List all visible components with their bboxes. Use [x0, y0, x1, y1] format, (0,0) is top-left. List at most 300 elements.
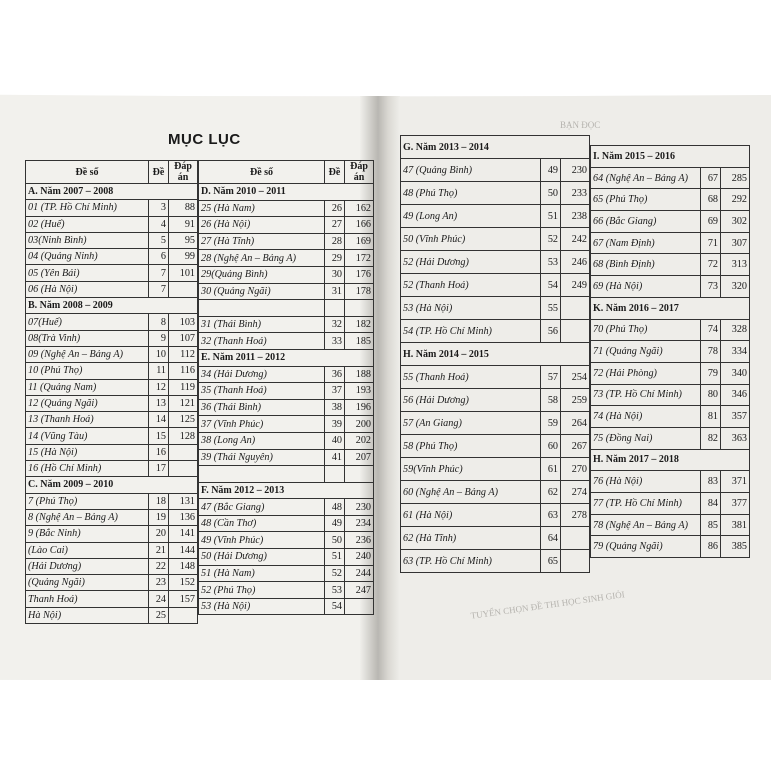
section-heading: A. Năm 2007 – 2008 [26, 184, 198, 200]
table-row [26, 412, 198, 428]
entry-answer-page [561, 297, 590, 320]
entry-answer-page: 193 [345, 383, 374, 400]
entry-name: 77 (TP. Hồ Chí Minh) [591, 493, 701, 515]
section-row [26, 298, 198, 314]
section-heading: C. Năm 2009 – 2010 [26, 477, 198, 493]
entry-name: 34 (Hải Dương) [199, 366, 325, 383]
section-heading: I. Năm 2015 – 2016 [591, 146, 750, 168]
table-row [26, 558, 198, 574]
entry-page: 37 [325, 383, 345, 400]
empty-cell [325, 300, 345, 317]
table-row [591, 406, 750, 428]
entry-name: 36 (Thái Bình) [199, 399, 325, 416]
entry-page: 15 [149, 428, 169, 444]
section-heading: H. Năm 2017 – 2018 [591, 449, 750, 471]
table-row [199, 432, 374, 449]
entry-page: 10 [149, 346, 169, 362]
entry-name: 51 (Hà Nam) [199, 565, 325, 582]
entry-answer-page [169, 281, 198, 297]
page-title: MỤC LỤC [168, 131, 241, 148]
entry-name: 52 (Thanh Hoá) [401, 274, 541, 297]
entry-answer-page: 357 [721, 406, 750, 428]
entry-answer-page: 95 [169, 232, 198, 248]
entry-name: 66 (Bắc Giang) [591, 211, 701, 233]
entry-name: 8 (Nghệ An – Bảng A) [26, 509, 149, 525]
section-row [199, 349, 374, 366]
entry-name: 57 (An Giang) [401, 412, 541, 435]
entry-page: 65 [541, 550, 561, 573]
table-row [199, 549, 374, 566]
table-row [591, 189, 750, 211]
entry-answer-page: 144 [169, 542, 198, 558]
section-row [591, 146, 750, 168]
entry-answer-page: 141 [169, 526, 198, 542]
entry-page: 74 [701, 319, 721, 341]
entry-answer-page: 166 [345, 217, 374, 234]
entry-page: 52 [541, 228, 561, 251]
entry-page: 78 [701, 341, 721, 363]
entry-name: 9 (Bắc Ninh) [26, 526, 149, 542]
entry-answer-page: 188 [345, 366, 374, 383]
table-header-row [199, 161, 374, 184]
blank-row [199, 300, 374, 317]
entry-name: Thanh Hoá) [26, 591, 149, 607]
entry-name: 48 (Cần Thơ) [199, 515, 325, 532]
entry-page: 48 [325, 499, 345, 516]
entry-page: 21 [149, 542, 169, 558]
section-row [199, 482, 374, 499]
entry-answer-page: 169 [345, 233, 374, 250]
table-row [401, 389, 590, 412]
entry-name: 52 (Hải Dương) [401, 251, 541, 274]
entry-answer-page: 264 [561, 412, 590, 435]
entry-page: 26 [325, 200, 345, 217]
table-row [199, 515, 374, 532]
entry-answer-page: 238 [561, 205, 590, 228]
section-row [26, 477, 198, 493]
entry-answer-page: 103 [169, 314, 198, 330]
entry-page: 63 [541, 504, 561, 527]
entry-name: 15 (Hà Nội) [26, 444, 149, 460]
entry-name: 30 (Quảng Ngãi) [199, 283, 325, 300]
entry-page: 4 [149, 216, 169, 232]
entry-answer-page: 230 [561, 159, 590, 182]
table-row [199, 233, 374, 250]
entry-name: Hà Nội) [26, 607, 149, 623]
entry-answer-page: 136 [169, 509, 198, 525]
table-row [401, 159, 590, 182]
entry-name: 02 (Huế) [26, 216, 149, 232]
entry-page: 53 [541, 251, 561, 274]
table-row [199, 399, 374, 416]
table-row [26, 281, 198, 297]
section-heading: D. Năm 2010 – 2011 [199, 184, 374, 201]
header-dap-an: Đáp án [345, 161, 374, 184]
entry-page: 50 [325, 532, 345, 549]
entry-page: 29 [325, 250, 345, 267]
entry-name: 71 (Quảng Ngãi) [591, 341, 701, 363]
table-row [199, 366, 374, 383]
entry-page: 12 [149, 379, 169, 395]
entry-answer-page [169, 607, 198, 623]
entry-page: 39 [325, 416, 345, 433]
entry-name: 35 (Thanh Hoá) [199, 383, 325, 400]
entry-name: 47 (Quảng Bình) [401, 159, 541, 182]
entry-page: 83 [701, 471, 721, 493]
entry-answer-page: 125 [169, 412, 198, 428]
entry-name: 08(Trà Vinh) [26, 330, 149, 346]
entry-name: 60 (Nghệ An – Bảng A) [401, 481, 541, 504]
section-heading: G. Năm 2013 – 2014 [401, 136, 590, 159]
entry-answer-page: 88 [169, 200, 198, 216]
entry-page: 52 [325, 565, 345, 582]
entry-name: 05 (Yên Bái) [26, 265, 149, 281]
table-row [26, 395, 198, 411]
entry-answer-page: 292 [721, 189, 750, 211]
entry-name: 54 (TP. Hồ Chí Minh) [401, 320, 541, 343]
entry-name: 49 (Vĩnh Phúc) [199, 532, 325, 549]
entry-page: 9 [149, 330, 169, 346]
table-row [401, 297, 590, 320]
table-row [26, 379, 198, 395]
entry-page: 7 [149, 281, 169, 297]
table-row [26, 346, 198, 362]
entry-page: 68 [701, 189, 721, 211]
entry-page: 49 [541, 159, 561, 182]
entry-answer-page: 247 [345, 582, 374, 599]
entry-name: 52 (Phú Thọ) [199, 582, 325, 599]
entry-answer-page: 157 [169, 591, 198, 607]
table-row [591, 341, 750, 363]
table-row [199, 200, 374, 217]
entry-name: 65 (Phú Thọ) [591, 189, 701, 211]
entry-page: 80 [701, 384, 721, 406]
entry-answer-page: 313 [721, 254, 750, 276]
entry-answer-page: 207 [345, 449, 374, 466]
entry-answer-page: 128 [169, 428, 198, 444]
entry-answer-page: 107 [169, 330, 198, 346]
table-row [199, 266, 374, 283]
table-row [401, 274, 590, 297]
entry-name: 53 (Hà Nội) [199, 598, 325, 615]
entry-page: 81 [701, 406, 721, 428]
entry-name: 03(Ninh Bình) [26, 232, 149, 248]
entry-name: 68 (Bình Định) [591, 254, 701, 276]
entry-answer-page: 162 [345, 200, 374, 217]
table-row [26, 363, 198, 379]
entry-answer-page: 182 [345, 316, 374, 333]
table-row [199, 383, 374, 400]
table-row [591, 276, 750, 298]
entry-name: 29(Quảng Bình) [199, 266, 325, 283]
entry-answer-page: 119 [169, 379, 198, 395]
entry-name: 37 (Vĩnh Phúc) [199, 416, 325, 433]
entry-page: 6 [149, 249, 169, 265]
entry-name: 31 (Thái Bình) [199, 316, 325, 333]
entry-name: 26 (Hà Nội) [199, 217, 325, 234]
entry-name: 47 (Bắc Giang) [199, 499, 325, 516]
toc-table-right-1 [400, 135, 590, 573]
section-heading: H. Năm 2014 – 2015 [401, 343, 590, 366]
entry-page: 5 [149, 232, 169, 248]
entry-name: 70 (Phú Thọ) [591, 319, 701, 341]
table-row [591, 211, 750, 233]
table-row [26, 591, 198, 607]
table-row [26, 607, 198, 623]
entry-answer-page: 101 [169, 265, 198, 281]
entry-page: 19 [149, 509, 169, 525]
entry-name: 12 (Quảng Ngãi) [26, 395, 149, 411]
entry-answer-page [169, 461, 198, 477]
entry-page: 61 [541, 458, 561, 481]
entry-name: 38 (Long An) [199, 432, 325, 449]
entry-page: 11 [149, 363, 169, 379]
entry-page: 16 [149, 444, 169, 460]
entry-answer-page: 274 [561, 481, 590, 504]
table-row [591, 471, 750, 493]
entry-name: 09 (Nghệ An – Bảng A) [26, 346, 149, 362]
entry-page: 36 [325, 366, 345, 383]
table-row [401, 550, 590, 573]
entry-answer-page: 267 [561, 435, 590, 458]
toc-table-right-2 [590, 145, 750, 558]
entry-page: 67 [701, 167, 721, 189]
entry-page: 50 [541, 182, 561, 205]
entry-answer-page: 172 [345, 250, 374, 267]
entry-answer-page: 116 [169, 363, 198, 379]
table-row [401, 481, 590, 504]
entry-answer-page: 236 [345, 532, 374, 549]
entry-name: 63 (TP. Hồ Chí Minh) [401, 550, 541, 573]
table-row [591, 493, 750, 515]
table-row [401, 435, 590, 458]
empty-cell [345, 466, 374, 483]
table-row [401, 182, 590, 205]
entry-name: (Hải Dương) [26, 558, 149, 574]
entry-name: 75 (Đồng Nai) [591, 427, 701, 449]
entry-answer-page [561, 320, 590, 343]
entry-answer-page: 176 [345, 266, 374, 283]
table-row [401, 320, 590, 343]
entry-page: 33 [325, 333, 345, 350]
entry-page: 59 [541, 412, 561, 435]
entry-answer-page: 242 [561, 228, 590, 251]
entry-name: 07(Huế) [26, 314, 149, 330]
entry-answer-page: 249 [561, 274, 590, 297]
entry-name: 53 (Hà Nội) [401, 297, 541, 320]
table-row [401, 228, 590, 251]
entry-answer-page: 185 [345, 333, 374, 350]
entry-page: 14 [149, 412, 169, 428]
entry-answer-page: 285 [721, 167, 750, 189]
table-row [199, 499, 374, 516]
table-header-row [26, 161, 198, 184]
entry-page: 32 [325, 316, 345, 333]
table-row [199, 449, 374, 466]
entry-page: 55 [541, 297, 561, 320]
table-row [199, 316, 374, 333]
entry-page: 28 [325, 233, 345, 250]
entry-answer-page: 121 [169, 395, 198, 411]
table-row [199, 217, 374, 234]
table-row [26, 461, 198, 477]
empty-cell [345, 300, 374, 317]
entry-page: 41 [325, 449, 345, 466]
entry-page: 53 [325, 582, 345, 599]
entry-name: 10 (Phú Thọ) [26, 363, 149, 379]
table-row [591, 254, 750, 276]
bleed-through-text: TUYỂN CHỌN ĐỀ THI HỌC SINH GIỎI [470, 589, 626, 621]
empty-cell [325, 466, 345, 483]
entry-answer-page: 334 [721, 341, 750, 363]
entry-name: 58 (Phú Thọ) [401, 435, 541, 458]
entry-page: 56 [541, 320, 561, 343]
toc-table-middle [198, 160, 374, 615]
entry-name: 49 (Long An) [401, 205, 541, 228]
table-row [199, 333, 374, 350]
entry-page: 64 [541, 527, 561, 550]
table-row [591, 232, 750, 254]
table-row [401, 458, 590, 481]
entry-name: 56 (Hải Dương) [401, 389, 541, 412]
section-row [26, 184, 198, 200]
section-heading: F. Năm 2012 – 2013 [199, 482, 374, 499]
entry-page: 51 [325, 549, 345, 566]
section-heading: B. Năm 2008 – 2009 [26, 298, 198, 314]
entry-name: 78 (Nghệ An – Bảng A) [591, 514, 701, 536]
entry-answer-page: 230 [345, 499, 374, 516]
table-row [26, 542, 198, 558]
empty-cell [199, 466, 325, 483]
entry-page: 3 [149, 200, 169, 216]
entry-answer-page: 246 [561, 251, 590, 274]
entry-name: 32 (Thanh Hoá) [199, 333, 325, 350]
entry-page: 85 [701, 514, 721, 536]
entry-answer-page: 259 [561, 389, 590, 412]
entry-name: 72 (Hải Phòng) [591, 362, 701, 384]
background-bottom [0, 680, 771, 771]
table-row [401, 205, 590, 228]
entry-page: 57 [541, 366, 561, 389]
entry-name: 14 (Vũng Tàu) [26, 428, 149, 444]
entry-page: 79 [701, 362, 721, 384]
entry-answer-page: 270 [561, 458, 590, 481]
entry-name: 59(Vĩnh Phúc) [401, 458, 541, 481]
table-row [26, 428, 198, 444]
entry-answer-page: 202 [345, 432, 374, 449]
background-top [0, 0, 771, 96]
table-row [199, 283, 374, 300]
table-row [26, 265, 198, 281]
entry-page: 23 [149, 575, 169, 591]
header-de-so: Đề số [26, 161, 149, 184]
table-row [401, 504, 590, 527]
entry-name: (Quảng Ngãi) [26, 575, 149, 591]
entry-answer-page: 340 [721, 362, 750, 384]
entry-page: 17 [149, 461, 169, 477]
table-row [401, 251, 590, 274]
entry-page: 73 [701, 276, 721, 298]
entry-answer-page: 244 [345, 565, 374, 582]
entry-name: (Lào Cai) [26, 542, 149, 558]
section-heading: E. Năm 2011 – 2012 [199, 349, 374, 366]
entry-page: 40 [325, 432, 345, 449]
entry-name: 06 (Hà Nội) [26, 281, 149, 297]
entry-answer-page: 196 [345, 399, 374, 416]
entry-name: 7 (Phú Thọ) [26, 493, 149, 509]
table-row [26, 249, 198, 265]
table-row [26, 232, 198, 248]
entry-answer-page: 371 [721, 471, 750, 493]
section-row [591, 449, 750, 471]
entry-answer-page: 320 [721, 276, 750, 298]
entry-answer-page: 200 [345, 416, 374, 433]
entry-name: 50 (Vĩnh Phúc) [401, 228, 541, 251]
entry-answer-page: 131 [169, 493, 198, 509]
table-row [199, 250, 374, 267]
entry-page: 24 [149, 591, 169, 607]
entry-page: 49 [325, 515, 345, 532]
table-row [26, 314, 198, 330]
entry-answer-page: 178 [345, 283, 374, 300]
section-row [401, 136, 590, 159]
toc-table-left [25, 160, 198, 624]
table-row [26, 444, 198, 460]
entry-page: 54 [541, 274, 561, 297]
table-row [26, 526, 198, 542]
entry-page: 86 [701, 536, 721, 558]
entry-page: 27 [325, 217, 345, 234]
entry-answer-page: 307 [721, 232, 750, 254]
entry-name: 62 (Hà Tĩnh) [401, 527, 541, 550]
entry-page: 22 [149, 558, 169, 574]
table-row [26, 575, 198, 591]
entry-page: 30 [325, 266, 345, 283]
blank-row [199, 466, 374, 483]
entry-name: 64 (Nghệ An – Bảng A) [591, 167, 701, 189]
entry-answer-page: 240 [345, 549, 374, 566]
section-row [591, 297, 750, 319]
table-row [199, 565, 374, 582]
entry-name: 11 (Quảng Nam) [26, 379, 149, 395]
entry-name: 73 (TP. Hồ Chí Minh) [591, 384, 701, 406]
entry-page: 18 [149, 493, 169, 509]
header-de-so: Đề số [199, 161, 325, 184]
entry-name: 69 (Hà Nội) [591, 276, 701, 298]
entry-answer-page: 278 [561, 504, 590, 527]
entry-name: 76 (Hà Nội) [591, 471, 701, 493]
entry-answer-page: 385 [721, 536, 750, 558]
entry-name: 16 (Hồ Chí Minh) [26, 461, 149, 477]
entry-answer-page [345, 598, 374, 615]
entry-answer-page [561, 527, 590, 550]
table-row [26, 509, 198, 525]
entry-page: 51 [541, 205, 561, 228]
entry-page: 82 [701, 427, 721, 449]
entry-name: 28 (Nghệ An – Bảng A) [199, 250, 325, 267]
table-row [591, 362, 750, 384]
entry-answer-page: 346 [721, 384, 750, 406]
entry-answer-page: 377 [721, 493, 750, 515]
entry-answer-page [561, 550, 590, 573]
header-de: Đề [149, 161, 169, 184]
table-row [26, 493, 198, 509]
entry-name: 13 (Thanh Hoá) [26, 412, 149, 428]
entry-name: 39 (Thái Nguyên) [199, 449, 325, 466]
entry-page: 54 [325, 598, 345, 615]
table-row [26, 200, 198, 216]
entry-answer-page: 112 [169, 346, 198, 362]
